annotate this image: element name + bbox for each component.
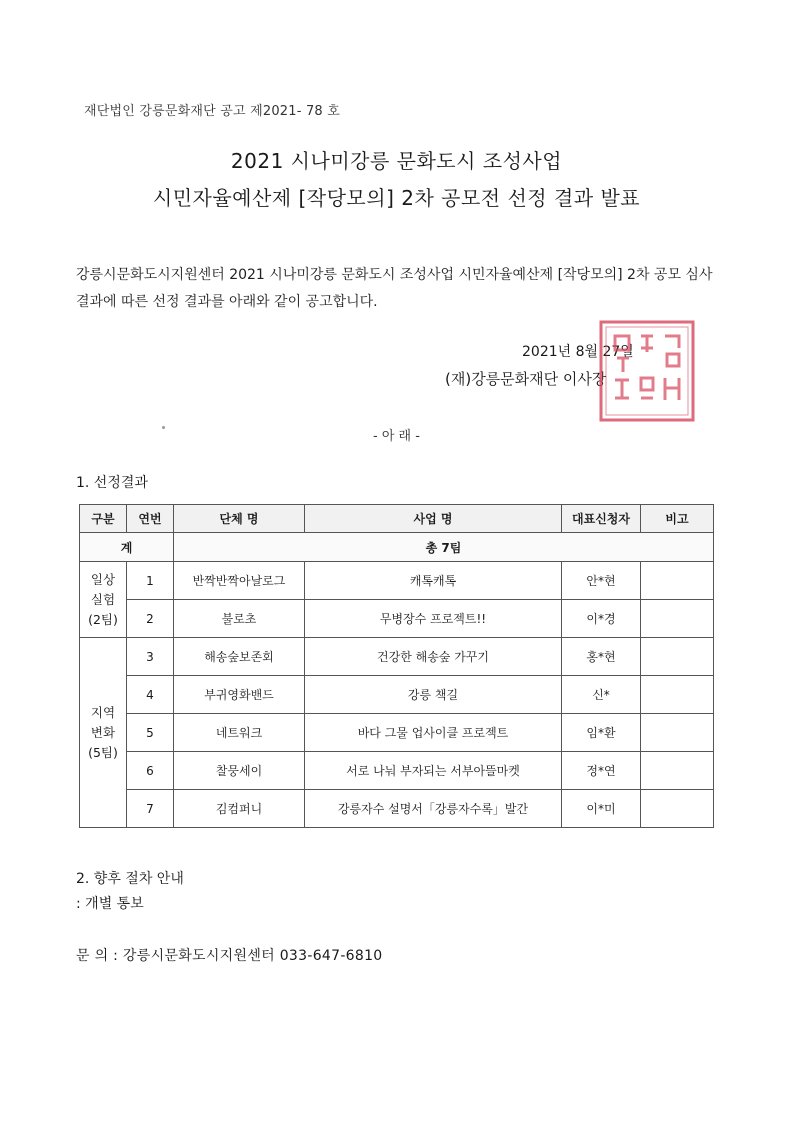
- table-row: [80, 714, 714, 752]
- row-project-name: 서로 나눠 부자되는 서부아뜰마켓: [305, 752, 562, 790]
- row-project-name: 강릉 책길: [305, 676, 562, 714]
- col-header-representative: 대표신청자: [562, 505, 641, 533]
- row-project-name: 캐톡캐톡: [305, 562, 562, 600]
- row-group-name: 부귀영화밴드: [174, 676, 305, 714]
- row-project-name: 무병장수 프로젝트!!: [305, 600, 562, 638]
- row-number: 6: [127, 752, 174, 790]
- title-line-2: 시민자율예산제 [작당모의] 2차 공모전 선정 결과 발표: [152, 186, 641, 210]
- table-header-row: [80, 505, 714, 533]
- table-row: [80, 562, 714, 600]
- row-group-name: 해송숲보존회: [174, 638, 305, 676]
- table-row: [80, 600, 714, 638]
- section-2-heading: 2. 향후 절차 안내: [76, 871, 184, 887]
- row-representative: 홍*현: [562, 638, 641, 676]
- row-number: 3: [127, 638, 174, 676]
- row-note: [641, 600, 714, 638]
- table-row: [80, 638, 714, 676]
- col-header-category: 구분: [80, 505, 127, 533]
- issuer-name: (재)강릉문화재단 이사장: [445, 370, 607, 388]
- section-2-detail: : 개별 통보: [76, 896, 144, 912]
- row-project-name: 강릉자수 설명서「강릉자수록」발간: [305, 790, 562, 828]
- row-group-name: 반짝반짝아날로그: [174, 562, 305, 600]
- row-number: 4: [127, 676, 174, 714]
- row-project-name: 건강한 해송숲 가꾸기: [305, 638, 562, 676]
- selection-results-table: [79, 504, 714, 828]
- row-representative: 정*연: [562, 752, 641, 790]
- row-representative: 이*미: [562, 790, 641, 828]
- total-row: [80, 533, 714, 562]
- table-row: [80, 790, 714, 828]
- row-representative: 이*경: [562, 600, 641, 638]
- row-number: 5: [127, 714, 174, 752]
- row-representative: 신*: [562, 676, 641, 714]
- issue-date: 2021년 8월 27일: [522, 344, 634, 360]
- table-row: [80, 752, 714, 790]
- row-representative: 임*환: [562, 714, 641, 752]
- intro-paragraph: 강릉시문화도시지원센터 2021 시나미강릉 문화도시 조성사업 시민자율예산제 [작당모의] 2차 공모 심사 결과에 따른 선정 결과를 아래와 같이 공고합니다.: [76, 267, 713, 310]
- row-note: [641, 638, 714, 676]
- group-category-daily: 일상 실험 (2팀): [80, 562, 127, 638]
- table-row: [80, 676, 714, 714]
- title-line-1: 2021 시나미강릉 문화도시 조성사업: [230, 149, 563, 173]
- row-note: [641, 714, 714, 752]
- official-seal-icon: [597, 318, 697, 424]
- notice-number: 재단법인 강릉문화재단 공고 제2021- 78 호: [84, 104, 340, 119]
- group-category-regional: 지역 변화 (5팀): [80, 638, 127, 828]
- row-project-name: 바다 그물 업사이클 프로젝트: [305, 714, 562, 752]
- row-note: [641, 562, 714, 600]
- col-header-number: 연번: [127, 505, 174, 533]
- col-header-group-name: 단체 명: [174, 505, 305, 533]
- contact-info: 문 의 : 강릉시문화도시지원센터 033-647-6810: [76, 948, 383, 964]
- col-header-note: 비고: [641, 505, 714, 533]
- row-representative: 안*현: [562, 562, 641, 600]
- row-number: 1: [127, 562, 174, 600]
- section-1-heading: 1. 선정결과: [76, 475, 148, 491]
- row-number: 2: [127, 600, 174, 638]
- col-header-project-name: 사업 명: [305, 505, 562, 533]
- row-note: [641, 752, 714, 790]
- row-group-name: 김컴퍼니: [174, 790, 305, 828]
- total-label: 계: [80, 533, 174, 562]
- row-note: [641, 790, 714, 828]
- total-value: 총 7팀: [174, 533, 714, 562]
- row-group-name: 불로초: [174, 600, 305, 638]
- row-note: [641, 676, 714, 714]
- below-label: - 아 래 -: [373, 429, 420, 444]
- row-group-name: 찰뭉세이: [174, 752, 305, 790]
- row-group-name: 네트워크: [174, 714, 305, 752]
- row-number: 7: [127, 790, 174, 828]
